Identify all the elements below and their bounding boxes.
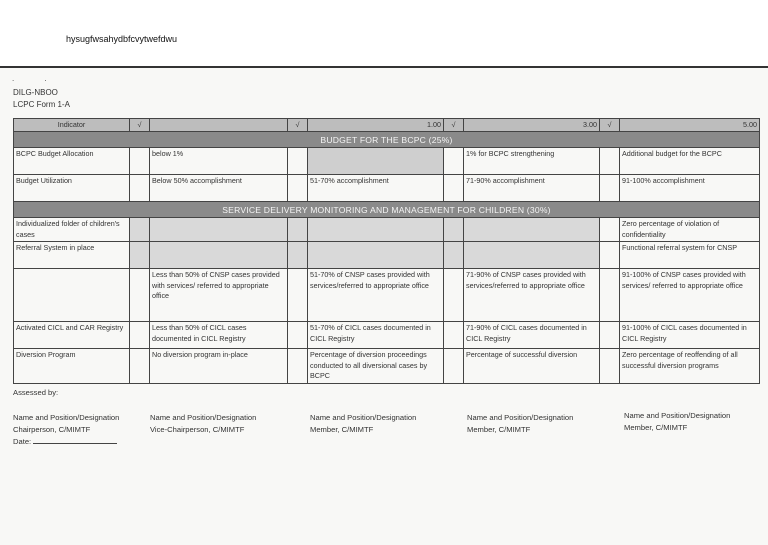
check-cell[interactable] <box>130 218 150 242</box>
check-cell[interactable] <box>444 148 464 175</box>
check-cell[interactable] <box>130 242 150 269</box>
score0-cell: Below 50% accomplishment <box>150 175 288 202</box>
check-cell[interactable] <box>600 218 620 242</box>
date-label: Date: <box>13 436 32 446</box>
check-cell[interactable] <box>130 322 150 349</box>
indicator-cell: Diversion Program <box>14 349 130 383</box>
score5-cell: 91-100% accomplishment <box>620 175 760 202</box>
signatory-role: Member, C/MIMTF <box>624 422 688 432</box>
score1-cell <box>308 148 444 175</box>
check-cell[interactable] <box>288 349 308 383</box>
header-check: √ <box>288 119 308 132</box>
assessed-by-label: Assessed by: <box>13 388 59 397</box>
check-cell[interactable] <box>288 269 308 322</box>
signatory-name: Name and Position/Designation <box>624 411 731 420</box>
score5-cell: Zero percentage of reoffending of all successful diversion programs <box>620 349 760 383</box>
score1-cell: Percentage of diversion proceedings conducted to all diversional cases by BCPC <box>308 349 444 383</box>
score3-cell: 1% for BCPC strengthening <box>464 148 600 175</box>
header-score5: 5.00 <box>620 119 760 132</box>
indicator-cell <box>14 269 130 322</box>
score0-cell: Less than 50% of CNSP cases provided with services/ referred to appropriate office <box>150 269 288 322</box>
header-check: √ <box>130 119 150 132</box>
check-cell[interactable] <box>288 242 308 269</box>
header-check: √ <box>600 119 620 132</box>
check-cell[interactable] <box>444 269 464 322</box>
check-cell[interactable] <box>288 322 308 349</box>
check-cell[interactable] <box>288 148 308 175</box>
date-line <box>33 436 117 444</box>
check-cell[interactable] <box>130 349 150 383</box>
signatory-name: Name and Position/Designation <box>13 413 120 422</box>
assessment-table <box>13 118 760 384</box>
check-cell[interactable] <box>444 175 464 202</box>
score5-cell: Additional budget for the BCPC <box>620 148 760 175</box>
indicator-cell: Budget Utilization <box>14 175 130 202</box>
header-row <box>14 119 760 132</box>
agency-label: DILG-NBOO <box>13 88 58 97</box>
score3-cell <box>464 218 600 242</box>
indicator-cell: BCPC Budget Allocation <box>14 148 130 175</box>
header-score0 <box>150 119 288 132</box>
table-row <box>14 349 760 383</box>
score3-cell: 71-90% of CNSP cases provided with services/referred to appropriate office <box>464 269 600 322</box>
score1-cell <box>308 218 444 242</box>
check-cell[interactable] <box>288 218 308 242</box>
score5-cell: Zero percentage of violation of confidentiality <box>620 218 760 242</box>
signatory-role: Member, C/MIMTF <box>310 424 374 434</box>
score3-cell: 71-90% accomplishment <box>464 175 600 202</box>
section-row <box>14 202 760 218</box>
check-cell[interactable] <box>444 218 464 242</box>
check-cell[interactable] <box>444 242 464 269</box>
score5-cell: Functional referral system for CNSP <box>620 242 760 269</box>
check-cell[interactable] <box>600 242 620 269</box>
signatory-member <box>624 410 730 434</box>
score0-cell: Less than 50% of CICL cases documented in CICL Registry <box>150 322 288 349</box>
table-row <box>14 148 760 175</box>
table-row <box>14 242 760 269</box>
score1-cell: 51-70% of CNSP cases provided with services/referred to appropriate office <box>308 269 444 322</box>
score1-cell: 51-70% of CICL cases documented in CICL Registry <box>308 322 444 349</box>
form-name: LCPC Form 1-A <box>13 100 70 109</box>
score5-cell: 91-100% of CNSP cases provided with services/ referred to appropriate office <box>620 269 760 322</box>
header-check: √ <box>444 119 464 132</box>
score0-cell <box>150 242 288 269</box>
check-cell[interactable] <box>600 175 620 202</box>
signatory-role: Member, C/MIMTF <box>467 424 531 434</box>
header-indicator: Indicator <box>14 119 130 132</box>
signatory-role: Vice-Chairperson, C/MIMTF <box>150 424 245 434</box>
check-cell[interactable] <box>130 269 150 322</box>
signatory-vice-chairperson <box>150 412 256 436</box>
score3-cell <box>464 242 600 269</box>
header-score3: 3.00 <box>464 119 600 132</box>
score3-cell: Percentage of successful diversion <box>464 349 600 383</box>
score0-cell: below 1% <box>150 148 288 175</box>
check-cell[interactable] <box>444 349 464 383</box>
check-cell[interactable] <box>130 148 150 175</box>
indicator-cell: Individualized folder of children's cases <box>14 218 130 242</box>
check-cell[interactable] <box>444 322 464 349</box>
score0-cell <box>150 218 288 242</box>
signatory-name: Name and Position/Designation <box>150 413 257 422</box>
signatory-member <box>467 412 573 436</box>
signatory-role: Chairperson, C/MIMTF <box>13 424 91 434</box>
table-row <box>14 175 760 202</box>
check-cell[interactable] <box>600 322 620 349</box>
date-field[interactable] <box>13 436 119 448</box>
check-cell[interactable] <box>130 175 150 202</box>
signatory-name: Name and Position/Designation <box>467 413 574 422</box>
indicator-cell: Activated CICL and CAR Registry <box>14 322 130 349</box>
indicator-cell: Referral System in place <box>14 242 130 269</box>
table-row <box>14 218 760 242</box>
check-cell[interactable] <box>600 148 620 175</box>
signatory-name: Name and Position/Designation <box>310 413 417 422</box>
section-service-title: SERVICE DELIVERY MONITORING AND MANAGEMENT FOR CHILDREN (30%) <box>14 202 760 218</box>
score1-cell: 51-70% accomplishment <box>308 175 444 202</box>
table-row <box>14 269 760 322</box>
check-cell[interactable] <box>600 269 620 322</box>
check-cell[interactable] <box>288 175 308 202</box>
signatory-chairperson <box>13 412 119 447</box>
score5-cell: 91-100% of CICL cases documented in CICL Registry <box>620 322 760 349</box>
score3-cell: 71-90% of CICL cases documented in CICL Registry <box>464 322 600 349</box>
scanned-form <box>0 66 768 545</box>
score0-cell: No diversion program in-place <box>150 349 288 383</box>
header-score1: 1.00 <box>308 119 444 132</box>
table-row <box>14 322 760 349</box>
check-cell[interactable] <box>600 349 620 383</box>
score1-cell <box>308 242 444 269</box>
section-budget-title: BUDGET FOR THE BCPC (25%) <box>14 132 760 148</box>
document-note: hysugfwsahydbfcvytwefdwu <box>66 34 178 44</box>
signatory-member <box>310 412 416 436</box>
scan-marks: . . <box>12 74 61 83</box>
section-row <box>14 132 760 148</box>
